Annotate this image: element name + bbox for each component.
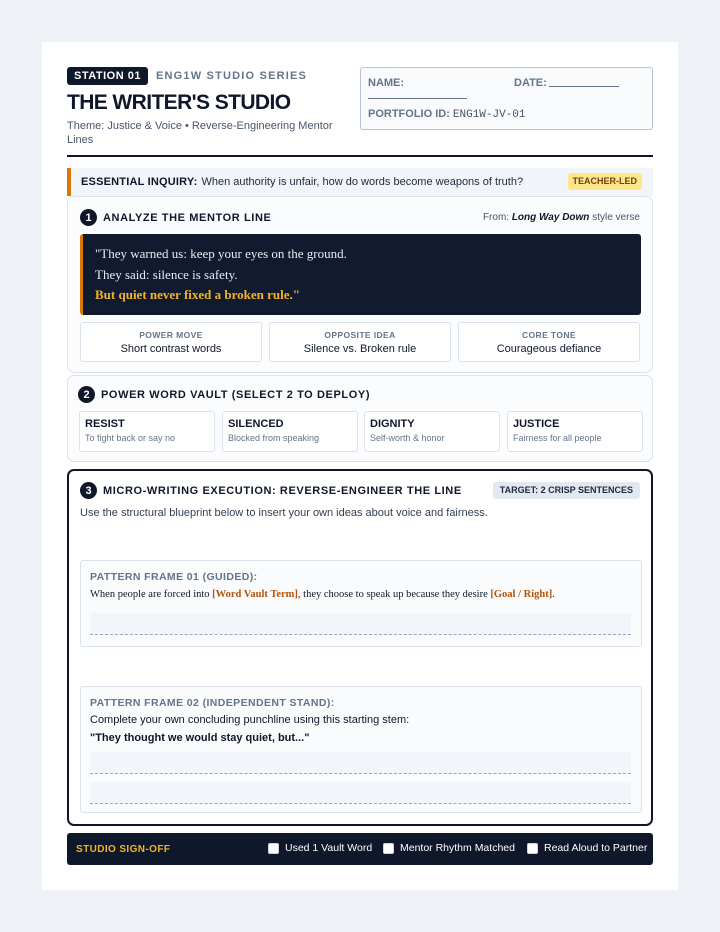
mentor-line-2: They said: silence is safety. [95, 266, 238, 282]
signoff-label: STUDIO SIGN-OFF [76, 844, 171, 855]
portfolio-label: PORTFOLIO ID: [368, 108, 450, 120]
vault-word-justice[interactable]: JUSTICE Fairness for all people [507, 411, 643, 452]
inquiry-question: When authority is unfair, how do words become weapons of truth? [201, 176, 524, 188]
frame-title: PATTERN FRAME 02 (INDEPENDENT STAND): [90, 697, 335, 709]
name-label: NAME: [368, 77, 405, 89]
source-work: Long Way Down [511, 212, 590, 223]
portfolio-id-value: ENG1W-JV-01 [452, 109, 526, 121]
section-number: 1 [80, 209, 97, 226]
station-badge: STATION 01 [67, 67, 148, 85]
name-field[interactable] [368, 98, 467, 99]
checkbox[interactable] [268, 843, 279, 854]
writing-line[interactable] [90, 752, 631, 774]
section-number: 2 [78, 386, 95, 403]
pattern-frame-independent [80, 686, 642, 813]
studio-signoff-bar [67, 833, 653, 865]
blank-word-vault-term: [Word Vault Term] [212, 589, 298, 600]
mentor-line-1: "They warned us: keep your eyes on the ground. [95, 246, 347, 261]
check-read-aloud[interactable]: Read Aloud to Partner [527, 842, 647, 854]
theme-subtitle: Theme: Justice & Voice • Reverse-Engineering Mentor Lines [67, 120, 333, 146]
header-divider [67, 155, 653, 157]
section-title: MICRO-WRITING EXECUTION: REVERSE-ENGINEER THE LINE [103, 484, 462, 497]
stat-core-tone: CORE TONE Courageous defiance [458, 322, 640, 362]
frame-title: PATTERN FRAME 01 (GUIDED): [90, 571, 258, 583]
section-micro-writing [67, 469, 653, 826]
checkbox[interactable] [383, 843, 394, 854]
stat-power-move: POWER MOVE Short contrast words [80, 322, 262, 362]
page-title: THE WRITER'S STUDIO [67, 91, 291, 114]
series-label: ENG1W STUDIO SERIES [155, 70, 308, 82]
header [67, 67, 357, 147]
section-title: ANALYZE THE MENTOR LINE [103, 211, 272, 224]
source-suffix: style verse [592, 212, 640, 223]
section-power-word-vault [67, 375, 653, 462]
date-field[interactable] [549, 86, 619, 87]
writing-line[interactable] [90, 782, 631, 804]
stat-opposite-idea: OPPOSITE IDEA Silence vs. Broken rule [269, 322, 451, 362]
section-number: 3 [80, 482, 97, 499]
date-label: DATE: [514, 77, 547, 89]
student-info-box [360, 67, 653, 130]
mentor-line-3: But quiet never fixed a broken rule." [95, 287, 300, 302]
section-title: POWER WORD VAULT (SELECT 2 TO DEPLOY) [101, 388, 371, 401]
blank-goal-right: [Goal / Right] [490, 589, 553, 600]
from-label: From: [482, 212, 510, 223]
frame-instruction: Complete your own concluding punchline using this starting stem: [90, 714, 410, 726]
vault-word-resist[interactable]: RESIST To fight back or say no [79, 411, 215, 452]
portfolio-id [368, 108, 526, 121]
starting-stem: "They thought we would stay quiet, but..." [90, 732, 310, 744]
target-badge: TARGET: 2 CRISP SENTENCES [493, 482, 640, 499]
worksheet-page [42, 42, 678, 890]
mentor-source [483, 212, 640, 223]
essential-inquiry [67, 168, 653, 196]
check-used-vault-word[interactable]: Used 1 Vault Word [268, 842, 372, 854]
checkbox[interactable] [527, 843, 538, 854]
inquiry-label: ESSENTIAL INQUIRY: [81, 176, 198, 188]
frame-sentence: When people are forced into [Word Vault Term], they choose to speak up because they desire [Goal / Right]. [90, 589, 555, 600]
check-mentor-rhythm[interactable]: Mentor Rhythm Matched [383, 842, 515, 854]
teacher-led-badge: TEACHER-LED [568, 173, 643, 190]
mentor-line-block [80, 234, 641, 315]
vault-word-silenced[interactable]: SILENCED Blocked from speaking [222, 411, 358, 452]
blueprint-instruction: Use the structural blueprint below to insert your own ideas about voice and fairness. [80, 507, 488, 519]
vault-word-dignity[interactable]: DIGNITY Self-worth & honor [364, 411, 500, 452]
writing-line[interactable] [90, 613, 631, 635]
section-analyze-mentor-line [67, 196, 653, 373]
pattern-frame-guided [80, 560, 642, 647]
